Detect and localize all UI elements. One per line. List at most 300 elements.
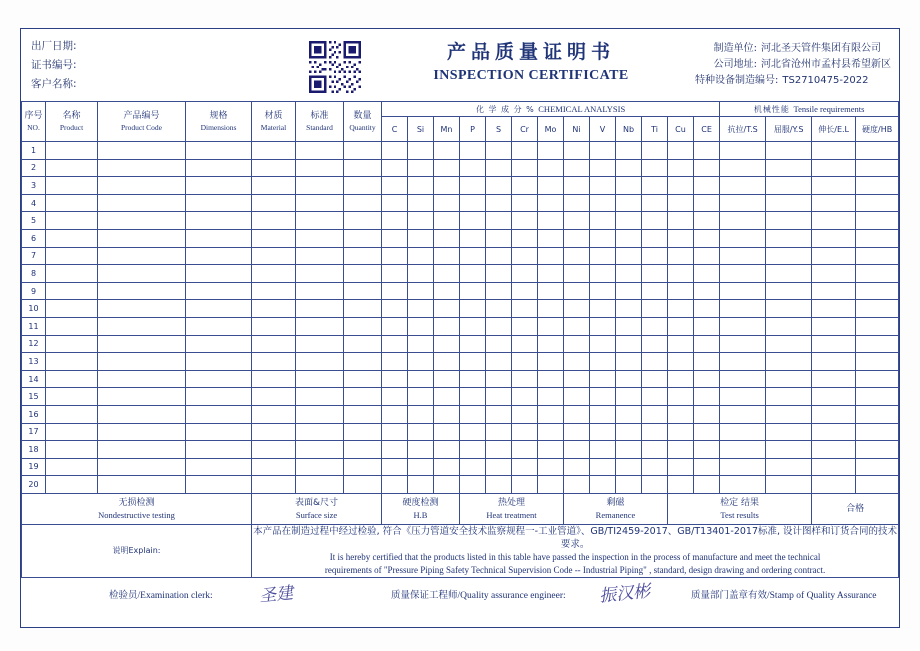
cell-hb[interactable] (856, 177, 899, 195)
cell-ni[interactable] (564, 177, 590, 195)
cell-product-code[interactable] (98, 423, 186, 441)
cell-c[interactable] (382, 194, 408, 212)
cell-s[interactable] (486, 194, 512, 212)
cell-product[interactable] (46, 458, 98, 476)
cell-dimensions[interactable] (186, 212, 252, 230)
cell-material[interactable] (252, 335, 296, 353)
cell-c[interactable] (382, 370, 408, 388)
cell-si[interactable] (408, 247, 434, 265)
cell-ti[interactable] (642, 177, 668, 195)
cell-ys[interactable] (766, 353, 812, 371)
cell-si[interactable] (408, 229, 434, 247)
cell-ce[interactable] (694, 317, 720, 335)
cell-quantity[interactable] (344, 405, 382, 423)
cell-quantity[interactable] (344, 159, 382, 177)
cell-dimensions[interactable] (186, 229, 252, 247)
cell-c[interactable] (382, 212, 408, 230)
cell-ni[interactable] (564, 282, 590, 300)
cell-standard[interactable] (296, 317, 344, 335)
cell-c[interactable] (382, 476, 408, 494)
cell-ni[interactable] (564, 441, 590, 459)
cell-ti[interactable] (642, 229, 668, 247)
cell-ys[interactable] (766, 441, 812, 459)
cell-standard[interactable] (296, 177, 344, 195)
cell-mn[interactable] (434, 177, 460, 195)
cell-product-code[interactable] (98, 388, 186, 406)
cell-cr[interactable] (512, 282, 538, 300)
table-row[interactable] (22, 229, 899, 247)
cell-v[interactable] (590, 159, 616, 177)
cell-s[interactable] (486, 423, 512, 441)
cell-cr[interactable] (512, 353, 538, 371)
cell-hb[interactable] (856, 212, 899, 230)
cell-ts[interactable] (720, 159, 766, 177)
cell-ys[interactable] (766, 476, 812, 494)
cell-el[interactable] (812, 177, 856, 195)
cell-ti[interactable] (642, 335, 668, 353)
cell-hb[interactable] (856, 300, 899, 318)
cell-dimensions[interactable] (186, 388, 252, 406)
cell-c[interactable] (382, 388, 408, 406)
cell-ti[interactable] (642, 476, 668, 494)
cell-ce[interactable] (694, 177, 720, 195)
cell-nb[interactable] (616, 335, 642, 353)
cell-dimensions[interactable] (186, 405, 252, 423)
cell-el[interactable] (812, 229, 856, 247)
cell-product-code[interactable] (98, 177, 186, 195)
cell-c[interactable] (382, 335, 408, 353)
cell-standard[interactable] (296, 441, 344, 459)
cell-mo[interactable] (538, 441, 564, 459)
cell-p[interactable] (460, 194, 486, 212)
cell-s[interactable] (486, 282, 512, 300)
cell-s[interactable] (486, 370, 512, 388)
section-heat-treatment[interactable] (460, 493, 564, 524)
cell-mo[interactable] (538, 229, 564, 247)
cell-si[interactable] (408, 317, 434, 335)
cell-material[interactable] (252, 370, 296, 388)
cell-si[interactable] (408, 177, 434, 195)
cell-standard[interactable] (296, 405, 344, 423)
table-row[interactable] (22, 370, 899, 388)
cell-dimensions[interactable] (186, 300, 252, 318)
cell-quantity[interactable] (344, 476, 382, 494)
cell-mn[interactable] (434, 423, 460, 441)
cell-ys[interactable] (766, 159, 812, 177)
cell-hb[interactable] (856, 370, 899, 388)
cell-ys[interactable] (766, 194, 812, 212)
cell-c[interactable] (382, 177, 408, 195)
cell-cr[interactable] (512, 423, 538, 441)
cell-mn[interactable] (434, 247, 460, 265)
cell-nb[interactable] (616, 458, 642, 476)
cell-ce[interactable] (694, 405, 720, 423)
cell-ts[interactable] (720, 247, 766, 265)
cell-ts[interactable] (720, 476, 766, 494)
cell-c[interactable] (382, 423, 408, 441)
cell-v[interactable] (590, 388, 616, 406)
cell-cr[interactable] (512, 177, 538, 195)
cell-material[interactable] (252, 229, 296, 247)
cell-standard[interactable] (296, 423, 344, 441)
cell-v[interactable] (590, 177, 616, 195)
cell-v[interactable] (590, 247, 616, 265)
cell-ts[interactable] (720, 142, 766, 160)
cell-ce[interactable] (694, 247, 720, 265)
cell-ce[interactable] (694, 388, 720, 406)
cell-quantity[interactable] (344, 458, 382, 476)
cell-mn[interactable] (434, 212, 460, 230)
cell-mn[interactable] (434, 229, 460, 247)
table-row[interactable] (22, 247, 899, 265)
cell-quantity[interactable] (344, 317, 382, 335)
cell-c[interactable] (382, 247, 408, 265)
cell-ti[interactable] (642, 159, 668, 177)
cell-ce[interactable] (694, 300, 720, 318)
table-row[interactable] (22, 388, 899, 406)
cell-ni[interactable] (564, 212, 590, 230)
cell-standard[interactable] (296, 229, 344, 247)
cell-nb[interactable] (616, 194, 642, 212)
cell-hb[interactable] (856, 441, 899, 459)
cell-standard[interactable] (296, 194, 344, 212)
cell-ce[interactable] (694, 458, 720, 476)
cell-ys[interactable] (766, 388, 812, 406)
cell-ys[interactable] (766, 317, 812, 335)
cell-cu[interactable] (668, 212, 694, 230)
cell-mn[interactable] (434, 282, 460, 300)
cell-nb[interactable] (616, 388, 642, 406)
cell-cr[interactable] (512, 370, 538, 388)
cell-nb[interactable] (616, 370, 642, 388)
cell-product[interactable] (46, 265, 98, 283)
cell-v[interactable] (590, 142, 616, 160)
table-row[interactable] (22, 177, 899, 195)
table-row[interactable] (22, 405, 899, 423)
cell-material[interactable] (252, 282, 296, 300)
cell-el[interactable] (812, 247, 856, 265)
cell-ni[interactable] (564, 335, 590, 353)
cell-hb[interactable] (856, 458, 899, 476)
cell-product-code[interactable] (98, 300, 186, 318)
cell-mo[interactable] (538, 476, 564, 494)
cell-hb[interactable] (856, 229, 899, 247)
cell-cu[interactable] (668, 229, 694, 247)
cell-dimensions[interactable] (186, 458, 252, 476)
cell-ce[interactable] (694, 441, 720, 459)
cell-cr[interactable] (512, 388, 538, 406)
cell-cu[interactable] (668, 300, 694, 318)
cell-product[interactable] (46, 247, 98, 265)
cell-cu[interactable] (668, 423, 694, 441)
cell-p[interactable] (460, 370, 486, 388)
cell-si[interactable] (408, 423, 434, 441)
cell-ts[interactable] (720, 265, 766, 283)
cell-v[interactable] (590, 353, 616, 371)
cell-standard[interactable] (296, 300, 344, 318)
cell-el[interactable] (812, 282, 856, 300)
cell-cr[interactable] (512, 212, 538, 230)
cell-v[interactable] (590, 300, 616, 318)
cell-cr[interactable] (512, 265, 538, 283)
cell-ni[interactable] (564, 229, 590, 247)
cell-mn[interactable] (434, 458, 460, 476)
cell-ti[interactable] (642, 370, 668, 388)
cell-ys[interactable] (766, 265, 812, 283)
cell-cu[interactable] (668, 441, 694, 459)
cell-cu[interactable] (668, 282, 694, 300)
cell-mn[interactable] (434, 370, 460, 388)
cell-product[interactable] (46, 353, 98, 371)
cell-quantity[interactable] (344, 423, 382, 441)
cell-mn[interactable] (434, 265, 460, 283)
table-row[interactable] (22, 265, 899, 283)
cell-dimensions[interactable] (186, 177, 252, 195)
cell-cr[interactable] (512, 476, 538, 494)
cell-cu[interactable] (668, 265, 694, 283)
cell-ti[interactable] (642, 423, 668, 441)
cell-mn[interactable] (434, 317, 460, 335)
table-row[interactable] (22, 300, 899, 318)
cell-product[interactable] (46, 441, 98, 459)
cell-standard[interactable] (296, 142, 344, 160)
cell-material[interactable] (252, 423, 296, 441)
cell-ti[interactable] (642, 142, 668, 160)
cell-s[interactable] (486, 405, 512, 423)
cell-s[interactable] (486, 388, 512, 406)
cell-hb[interactable] (856, 247, 899, 265)
cell-product[interactable] (46, 370, 98, 388)
cell-cu[interactable] (668, 458, 694, 476)
cell-v[interactable] (590, 229, 616, 247)
cell-ni[interactable] (564, 388, 590, 406)
cell-ts[interactable] (720, 441, 766, 459)
cell-mo[interactable] (538, 353, 564, 371)
cell-cr[interactable] (512, 300, 538, 318)
cell-cr[interactable] (512, 194, 538, 212)
cell-mn[interactable] (434, 405, 460, 423)
cell-nb[interactable] (616, 142, 642, 160)
cell-el[interactable] (812, 317, 856, 335)
cell-product[interactable] (46, 300, 98, 318)
cell-p[interactable] (460, 441, 486, 459)
cell-mn[interactable] (434, 335, 460, 353)
cell-ni[interactable] (564, 142, 590, 160)
cell-ni[interactable] (564, 405, 590, 423)
cell-product-code[interactable] (98, 282, 186, 300)
cell-ts[interactable] (720, 229, 766, 247)
table-row[interactable] (22, 423, 899, 441)
cell-si[interactable] (408, 353, 434, 371)
cell-ts[interactable] (720, 177, 766, 195)
table-row[interactable] (22, 335, 899, 353)
cell-p[interactable] (460, 247, 486, 265)
cell-standard[interactable] (296, 458, 344, 476)
cell-p[interactable] (460, 423, 486, 441)
cell-v[interactable] (590, 282, 616, 300)
cell-cr[interactable] (512, 458, 538, 476)
section-nondestructive[interactable] (22, 493, 252, 524)
cell-v[interactable] (590, 335, 616, 353)
cell-quantity[interactable] (344, 353, 382, 371)
cell-standard[interactable] (296, 247, 344, 265)
cell-standard[interactable] (296, 353, 344, 371)
cell-el[interactable] (812, 142, 856, 160)
cell-mo[interactable] (538, 247, 564, 265)
cell-quantity[interactable] (344, 335, 382, 353)
cell-el[interactable] (812, 458, 856, 476)
cell-ts[interactable] (720, 458, 766, 476)
cell-ni[interactable] (564, 423, 590, 441)
cell-c[interactable] (382, 159, 408, 177)
cell-nb[interactable] (616, 177, 642, 195)
cell-product[interactable] (46, 476, 98, 494)
cell-standard[interactable] (296, 388, 344, 406)
cell-v[interactable] (590, 441, 616, 459)
cell-ys[interactable] (766, 405, 812, 423)
cell-v[interactable] (590, 476, 616, 494)
cell-standard[interactable] (296, 265, 344, 283)
cell-c[interactable] (382, 405, 408, 423)
cell-ys[interactable] (766, 335, 812, 353)
cell-ts[interactable] (720, 423, 766, 441)
cell-cr[interactable] (512, 441, 538, 459)
cell-ni[interactable] (564, 265, 590, 283)
cell-el[interactable] (812, 212, 856, 230)
cell-quantity[interactable] (344, 177, 382, 195)
cell-v[interactable] (590, 317, 616, 335)
cell-c[interactable] (382, 300, 408, 318)
cell-ce[interactable] (694, 159, 720, 177)
cell-v[interactable] (590, 194, 616, 212)
cell-nb[interactable] (616, 476, 642, 494)
cell-product-code[interactable] (98, 405, 186, 423)
cell-ce[interactable] (694, 370, 720, 388)
cell-product[interactable] (46, 423, 98, 441)
cell-material[interactable] (252, 441, 296, 459)
cell-ti[interactable] (642, 317, 668, 335)
cell-material[interactable] (252, 300, 296, 318)
cell-el[interactable] (812, 423, 856, 441)
cell-s[interactable] (486, 335, 512, 353)
cell-mo[interactable] (538, 458, 564, 476)
cell-mn[interactable] (434, 142, 460, 160)
cell-mo[interactable] (538, 317, 564, 335)
cell-material[interactable] (252, 458, 296, 476)
cell-nb[interactable] (616, 441, 642, 459)
cell-c[interactable] (382, 229, 408, 247)
cell-quantity[interactable] (344, 229, 382, 247)
cell-material[interactable] (252, 212, 296, 230)
table-row[interactable] (22, 142, 899, 160)
cell-ni[interactable] (564, 159, 590, 177)
cell-material[interactable] (252, 405, 296, 423)
cell-si[interactable] (408, 405, 434, 423)
cell-product[interactable] (46, 212, 98, 230)
cell-hb[interactable] (856, 159, 899, 177)
cell-ti[interactable] (642, 458, 668, 476)
cell-cu[interactable] (668, 317, 694, 335)
cell-ti[interactable] (642, 441, 668, 459)
cell-cr[interactable] (512, 159, 538, 177)
cell-hb[interactable] (856, 388, 899, 406)
cell-hb[interactable] (856, 405, 899, 423)
cell-nb[interactable] (616, 423, 642, 441)
cell-product-code[interactable] (98, 353, 186, 371)
cell-si[interactable] (408, 194, 434, 212)
cell-standard[interactable] (296, 282, 344, 300)
cell-p[interactable] (460, 388, 486, 406)
cell-si[interactable] (408, 476, 434, 494)
cell-ti[interactable] (642, 388, 668, 406)
cell-p[interactable] (460, 353, 486, 371)
cell-mo[interactable] (538, 142, 564, 160)
cell-ti[interactable] (642, 247, 668, 265)
cell-dimensions[interactable] (186, 476, 252, 494)
section-test-results[interactable] (668, 493, 812, 524)
cell-material[interactable] (252, 388, 296, 406)
table-row[interactable] (22, 194, 899, 212)
cell-s[interactable] (486, 300, 512, 318)
cell-ys[interactable] (766, 212, 812, 230)
cell-mo[interactable] (538, 335, 564, 353)
cell-mo[interactable] (538, 177, 564, 195)
cell-product-code[interactable] (98, 441, 186, 459)
cell-ti[interactable] (642, 353, 668, 371)
cell-nb[interactable] (616, 159, 642, 177)
cell-nb[interactable] (616, 247, 642, 265)
cell-s[interactable] (486, 159, 512, 177)
cell-v[interactable] (590, 212, 616, 230)
cell-ti[interactable] (642, 300, 668, 318)
cell-hb[interactable] (856, 476, 899, 494)
cell-ys[interactable] (766, 282, 812, 300)
cell-s[interactable] (486, 265, 512, 283)
cell-mn[interactable] (434, 300, 460, 318)
cell-dimensions[interactable] (186, 335, 252, 353)
section-remanence[interactable] (564, 493, 668, 524)
cell-ce[interactable] (694, 194, 720, 212)
cell-ni[interactable] (564, 194, 590, 212)
cell-s[interactable] (486, 441, 512, 459)
cell-cr[interactable] (512, 142, 538, 160)
cell-cr[interactable] (512, 317, 538, 335)
cell-hb[interactable] (856, 317, 899, 335)
cell-ts[interactable] (720, 405, 766, 423)
cell-ts[interactable] (720, 353, 766, 371)
table-row[interactable] (22, 282, 899, 300)
table-row[interactable] (22, 317, 899, 335)
cell-p[interactable] (460, 458, 486, 476)
cell-quantity[interactable] (344, 300, 382, 318)
cell-quantity[interactable] (344, 142, 382, 160)
cell-s[interactable] (486, 212, 512, 230)
cell-ys[interactable] (766, 229, 812, 247)
cell-ce[interactable] (694, 423, 720, 441)
cell-mn[interactable] (434, 441, 460, 459)
cell-mo[interactable] (538, 405, 564, 423)
cell-c[interactable] (382, 441, 408, 459)
cell-v[interactable] (590, 405, 616, 423)
cell-product-code[interactable] (98, 335, 186, 353)
cell-p[interactable] (460, 300, 486, 318)
cell-quantity[interactable] (344, 265, 382, 283)
cell-mo[interactable] (538, 212, 564, 230)
cell-c[interactable] (382, 265, 408, 283)
cell-c[interactable] (382, 353, 408, 371)
cell-cr[interactable] (512, 335, 538, 353)
cell-ni[interactable] (564, 353, 590, 371)
